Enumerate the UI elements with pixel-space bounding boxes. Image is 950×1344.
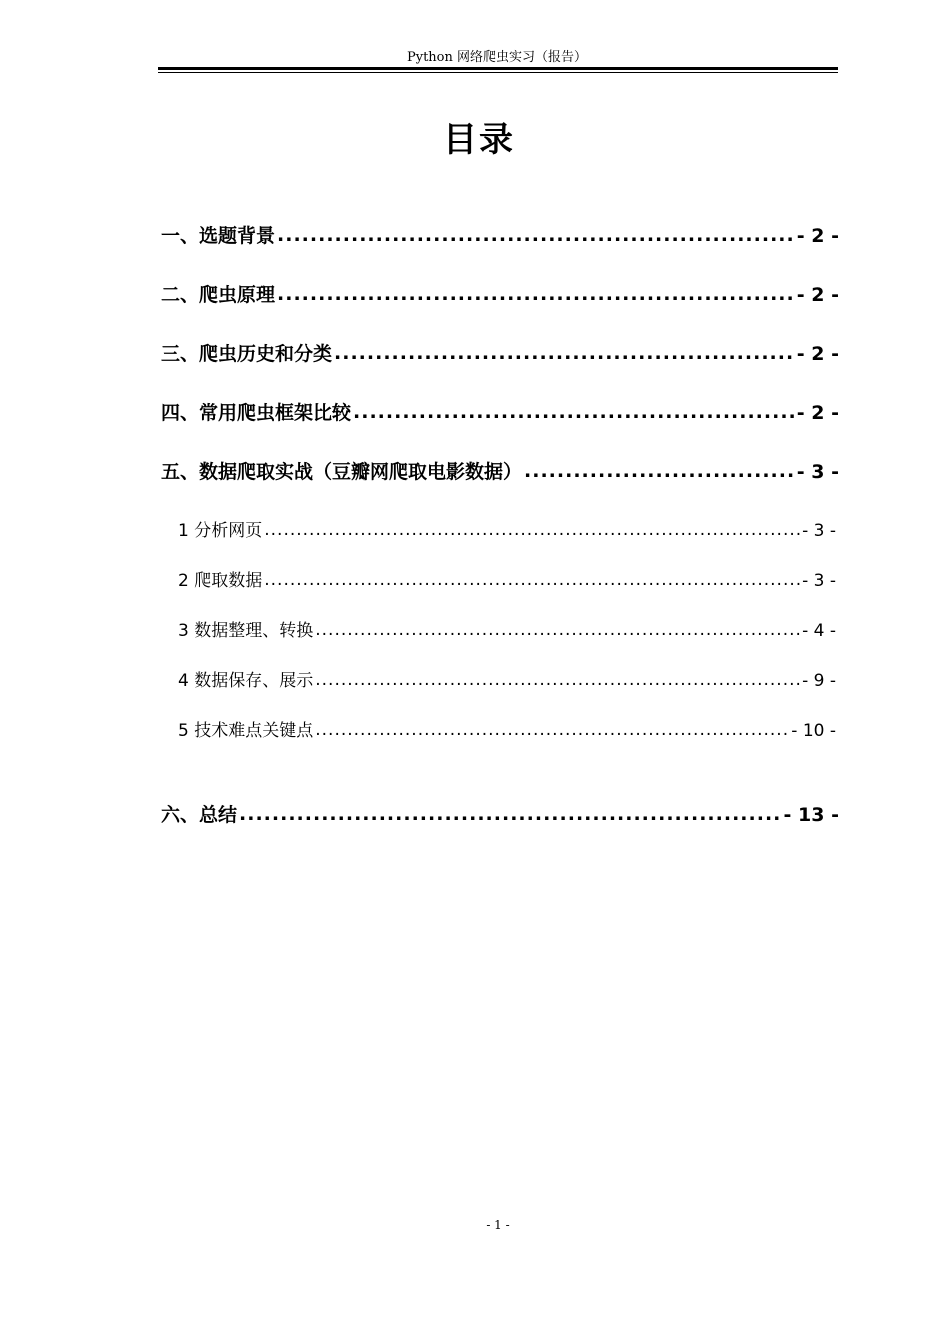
page-number: - 1 - — [486, 1218, 510, 1232]
toc-subentry-label: 3 数据整理、转换 — [178, 621, 314, 641]
toc-subentry-5[interactable] — [178, 718, 836, 744]
toc-leader-dots — [277, 280, 795, 308]
header-rule-thin — [158, 72, 838, 73]
toc-subentry-page: - 3 - — [802, 571, 836, 591]
toc-subentry-label: 4 数据保存、展示 — [178, 671, 314, 691]
toc-entry-page: - 2 - — [796, 284, 839, 306]
toc-subentry-page: - 4 - — [802, 621, 836, 641]
toc-leader-dots — [277, 221, 795, 249]
header-rule-thick — [158, 67, 838, 70]
toc-entry-page: - 2 - — [796, 343, 839, 365]
toc-entry-2[interactable] — [161, 281, 839, 309]
toc-subentry-label: 1 分析网页 — [178, 521, 263, 541]
toc-entry-label: 二、爬虫原理 — [161, 284, 276, 306]
toc-subentry-1[interactable] — [178, 518, 836, 544]
toc-leader-dots — [353, 398, 795, 426]
toc-leader-dots — [239, 800, 782, 828]
toc-entry-page: - 2 - — [796, 402, 839, 424]
toc-subentry-4[interactable] — [178, 668, 836, 694]
toc-entry-label: 六、总结 — [161, 804, 238, 826]
page-title: 目录 — [443, 120, 515, 160]
toc-leader-dots — [315, 617, 800, 643]
toc-subentry-label: 5 技术难点关键点 — [178, 721, 314, 741]
toc-leader-dots — [264, 517, 800, 543]
toc-leader-dots — [334, 339, 795, 367]
running-header: Python 网络爬虫实习（报告） — [406, 50, 588, 65]
toc-entry-1[interactable] — [161, 222, 839, 250]
toc-leader-dots — [315, 717, 789, 743]
toc-subentry-3[interactable] — [178, 618, 836, 644]
toc-entry-label: 三、爬虫历史和分类 — [161, 343, 333, 365]
toc-entry-label: 一、选题背景 — [161, 225, 276, 247]
toc-subentry-page: - 9 - — [802, 671, 836, 691]
toc-entry-6[interactable] — [161, 801, 839, 829]
toc-subentry-2[interactable] — [178, 568, 836, 594]
toc-entry-label: 四、常用爬虫框架比较 — [161, 402, 352, 424]
toc-entry-page: - 2 - — [796, 225, 839, 247]
toc-entry-page: - 13 - — [783, 804, 839, 826]
toc-entry-5[interactable] — [161, 458, 839, 486]
toc-entry-4[interactable] — [161, 399, 839, 427]
toc-entry-label: 五、数据爬取实战（豆瓣网爬取电影数据） — [161, 461, 523, 483]
toc-leader-dots — [315, 667, 800, 693]
toc-entry-page: - 3 - — [796, 461, 839, 483]
toc-subentry-page: - 10 - — [791, 721, 836, 741]
toc-leader-dots — [524, 457, 795, 485]
toc-entry-3[interactable] — [161, 340, 839, 368]
toc-subentry-page: - 3 - — [802, 521, 836, 541]
toc-leader-dots — [264, 567, 800, 593]
toc-subentry-label: 2 爬取数据 — [178, 571, 263, 591]
